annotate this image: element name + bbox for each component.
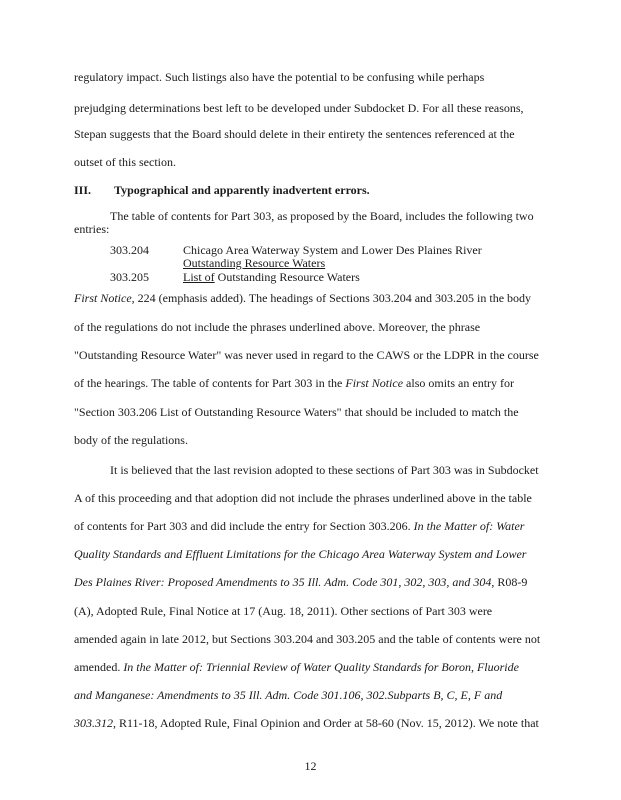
paragraph-line: A of this proceeding and that adoption did not include the phrases underlined above in the table (74, 491, 532, 505)
citation-italic: 303.312 (74, 716, 113, 730)
paragraph-line: "Section 303.206 List of Outstanding Resource Waters" that should be included to match the (74, 405, 519, 419)
citation-italic: Quality Standards and Effluent Limitations for the Chicago Area Waterway System and Lower (74, 547, 527, 561)
paragraph-line (74, 688, 502, 702)
citation-italic: First Notice (345, 376, 404, 390)
paragraph-line (74, 547, 526, 561)
paragraph-line: 303.312, R11-18, Adopted Rule, Final Opinion and Order at 58-60 (Nov. 15, 2012). We note that (74, 716, 539, 730)
paragraph-line: "Outstanding Resource Water" was never used in regard to the CAWS or the LDPR in the course (74, 348, 539, 362)
toc-entry-title: List of Outstanding Resource Waters (183, 270, 360, 284)
toc-entry-title-underlined: Outstanding Resource Waters (183, 256, 326, 270)
toc-entry-number: 303.205 (110, 270, 149, 284)
section-number: III. (74, 183, 92, 197)
citation-italic: First Notice (74, 291, 132, 305)
paragraph-line: amended. In the Matter of: Triennial Review of Water Quality Standards for Boron, Fluoride (74, 660, 519, 674)
paragraph-line: regulatory impact. Such listings also have the potential to be confusing while perhaps (74, 70, 485, 84)
paragraph-line: Des Plaines River: Proposed Amendments to 35 Ill. Adm. Code 301, 302, 303, and 304, R08-9 (74, 575, 528, 589)
paragraph-line: of the regulations do not include the phrases underlined above. Moreover, the phrase (74, 320, 481, 334)
paragraph-line: It is believed that the last revision adopted to these sections of Part 303 was in Subdocket (110, 463, 539, 477)
paragraph-line: (A), Adopted Rule, Final Notice at 17 (Aug. 18, 2011). Other sections of Part 303 were (74, 604, 493, 618)
citation-italic: In the Matter of: Triennial Review of Water Quality Standards for Boron, Fluoride (123, 660, 519, 674)
toc-intro-line: The table of contents for Part 303, as proposed by the Board, includes the following two (110, 209, 534, 223)
paragraph-line: of contents for Part 303 and did include the entry for Section 303.206. In the Matter of: Water (74, 519, 525, 533)
paragraph-line: First Notice, 224 (emphasis added). The headings of Sections 303.204 and 303.205 in the body (74, 291, 532, 305)
toc-entry-title: Chicago Area Waterway System and Lower Des Plaines River (183, 243, 482, 257)
paragraph-line: prejudging determinations best left to be developed under Subdocket D. For all these reasons, (74, 101, 524, 115)
paragraph-line: amended again in late 2012, but Sections 303.204 and 303.205 and the table of contents were not (74, 632, 541, 646)
underlined-phrase: List of (183, 270, 215, 284)
paragraph-line: body of the regulations. (74, 433, 188, 447)
paragraph-line: outset of this section. (74, 155, 176, 169)
paragraph-line: of the hearings. The table of contents for Part 303 in the First Notice also omits an entry for (74, 376, 515, 390)
toc-entry-number: 303.204 (110, 243, 149, 257)
section-title: Typographical and apparently inadvertent errors. (114, 183, 370, 197)
toc-intro-line: entries: (74, 222, 110, 236)
citation-italic: Des Plaines River: Proposed Amendments to 35 Ill. Adm. Code 301, 302, 303, and 304 (74, 575, 492, 589)
paragraph-line: Stepan suggests that the Board should delete in their entirety the sentences referenced at the (74, 127, 515, 141)
page-number: 12 (304, 759, 317, 773)
section-heading (74, 183, 370, 197)
citation-italic: In the Matter of: Water (413, 519, 525, 533)
citation-italic: and Manganese: Amendments to 35 Ill. Adm. Code 301.106, 302.Subparts B, C, E, F and (74, 688, 503, 702)
